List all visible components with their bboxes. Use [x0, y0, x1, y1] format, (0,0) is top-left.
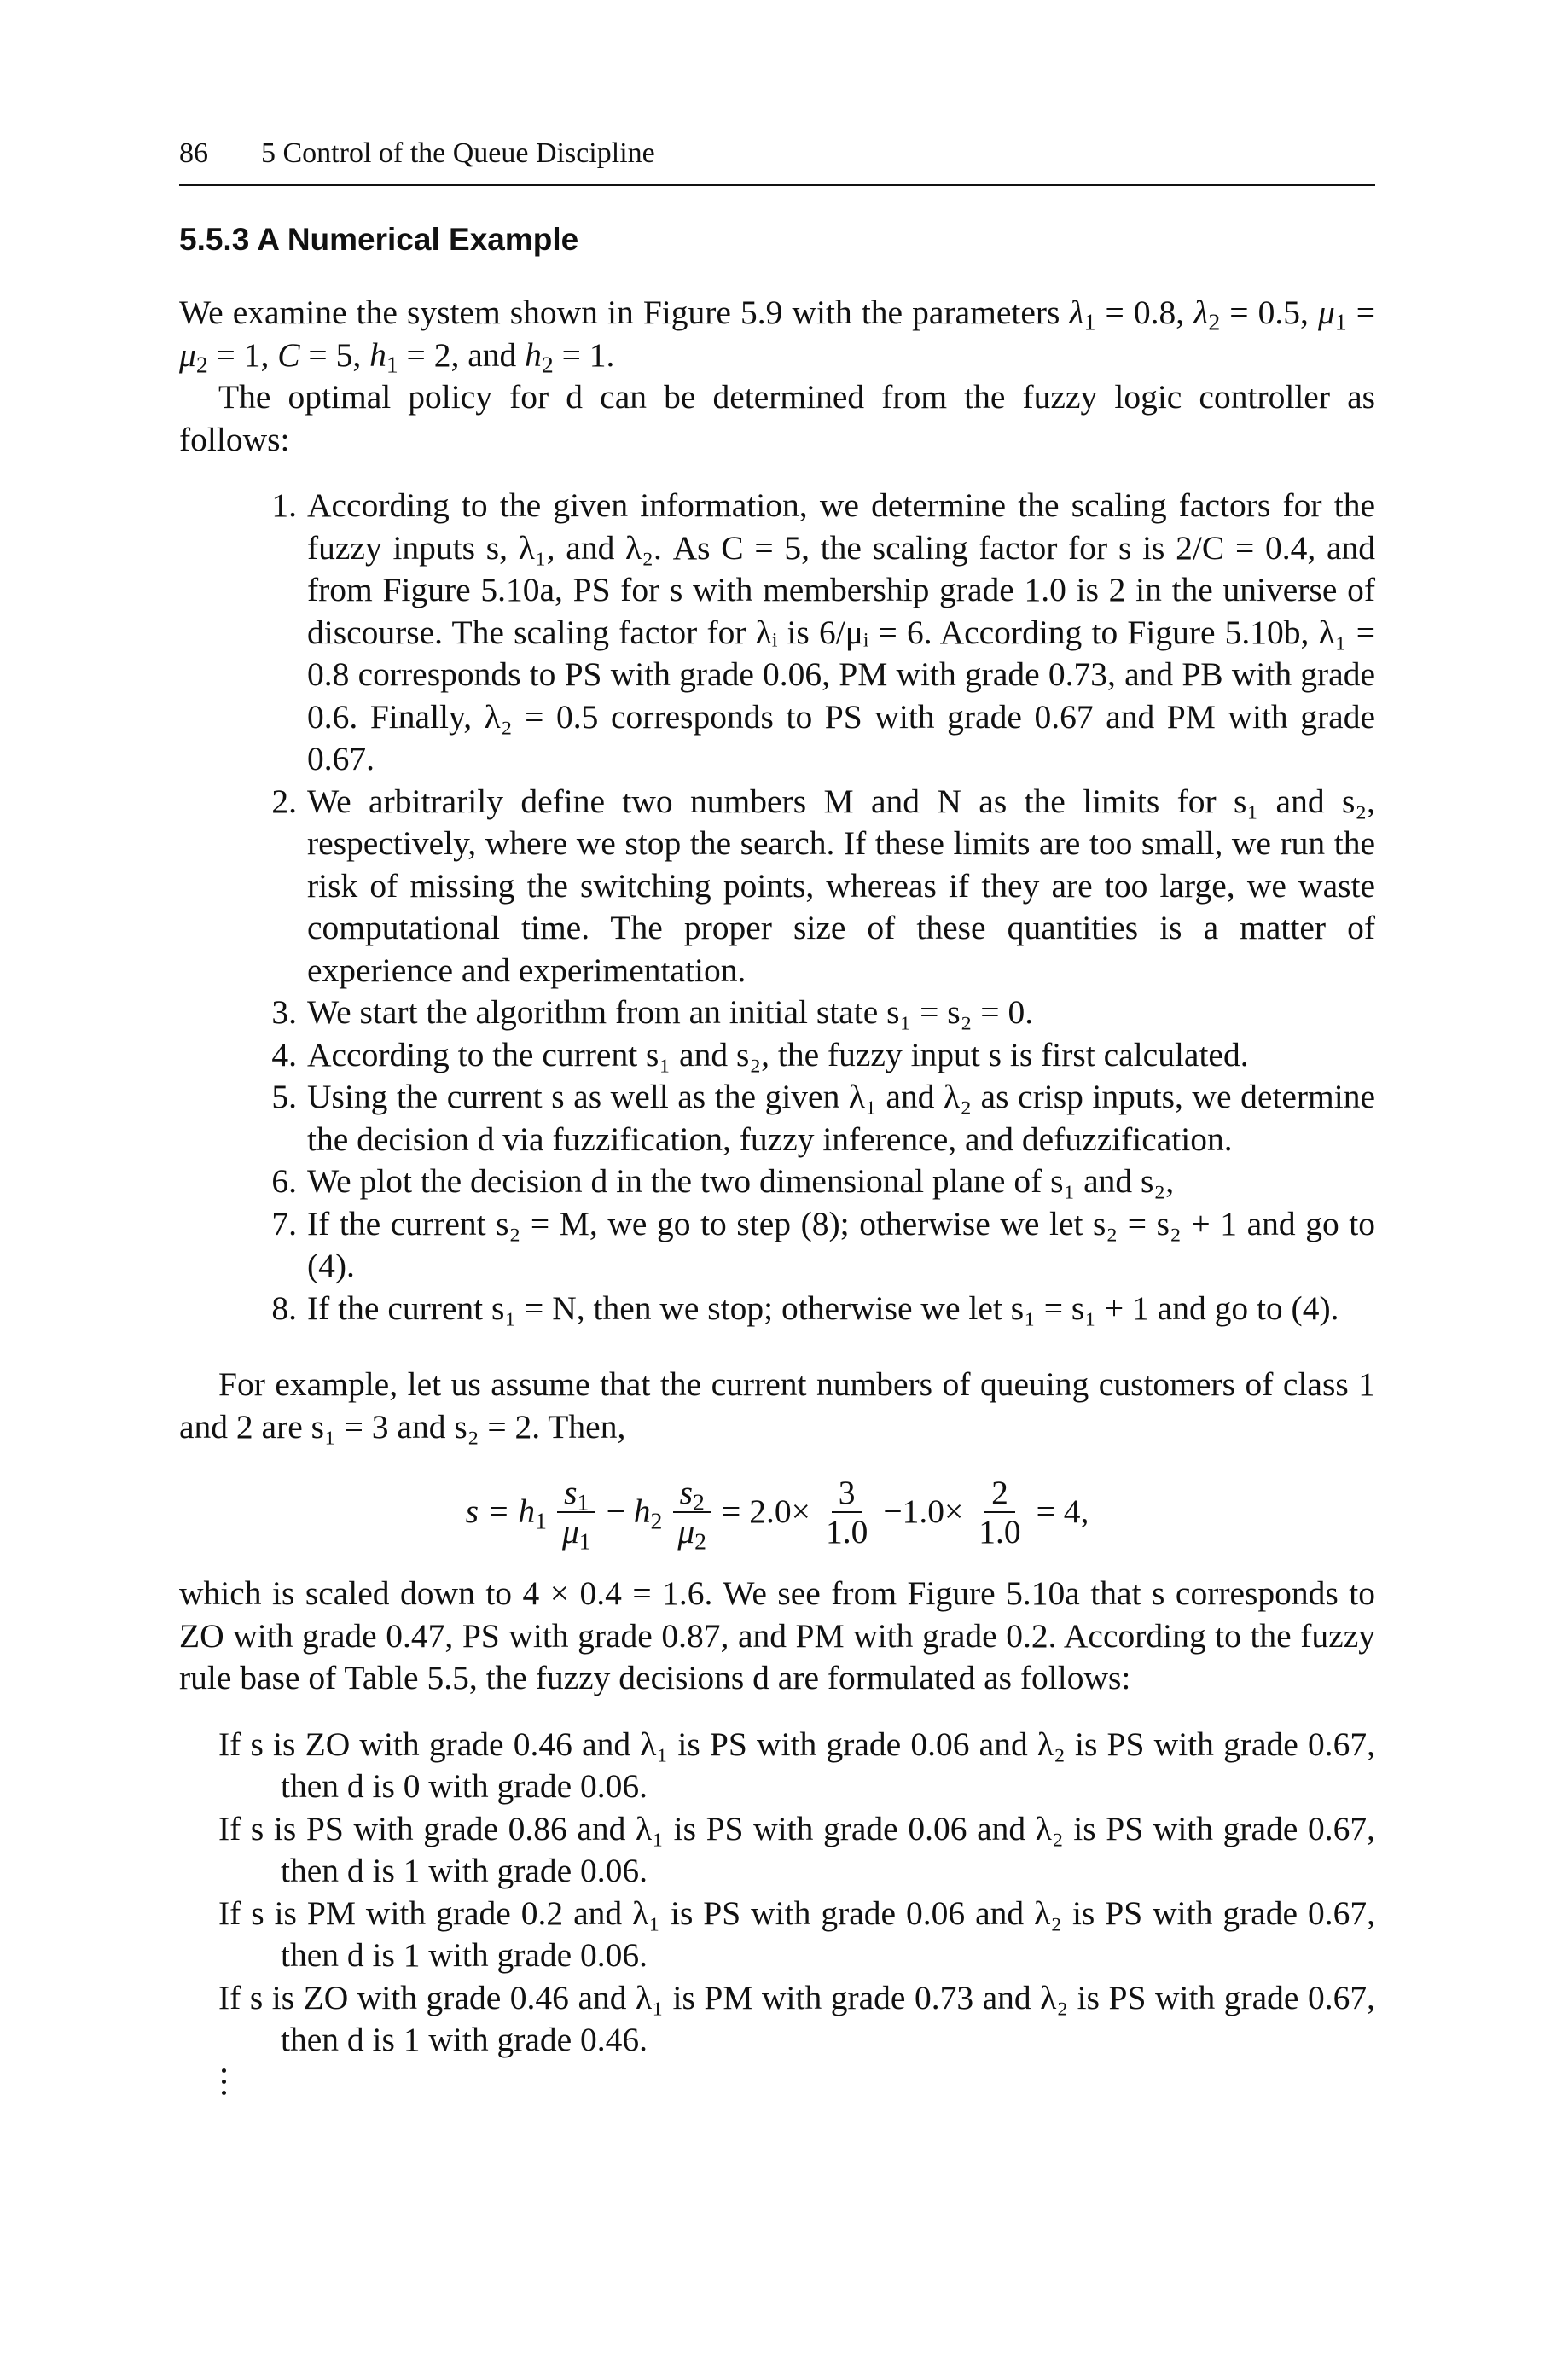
policy-paragraph: The optimal policy for d can be determined from the fuzzy logic controller as follows:: [179, 378, 1375, 458]
equation-result: = 4,: [1036, 1492, 1089, 1531]
list-item: [271, 1161, 1375, 1203]
list-item: [271, 1076, 1375, 1161]
step-number: 3.: [271, 993, 297, 1031]
step-text: If the current s₂ = M, we go to step (8); otherwise we let s₂ = s₂ + 1 and go to (4).: [307, 1204, 1375, 1284]
step-text: Using the current s as well as the given λ₁ and λ₂ as crisp inputs, we determine the decision d via fuzzification, fuzzy inference, and defuzzification.: [307, 1078, 1375, 1158]
page-number: 86: [179, 137, 208, 169]
step-text: We plot the decision d in the two dimensional plane of s₁ and s₂,: [307, 1162, 1175, 1200]
chapter-title: 5 Control of the Queue Discipline: [261, 137, 655, 169]
equation-den1: 1.0: [825, 1513, 868, 1551]
step-text: According to the current s₁ and s₂, the fuzzy input s is first calculated.: [307, 1035, 1249, 1073]
algorithm-steps: [179, 485, 1375, 1329]
intro-text: We examine the system shown in Figure 5.9 with the parameters: [179, 294, 1060, 331]
step-number: 6.: [271, 1162, 297, 1200]
scaled-paragraph: which is scaled down to 4 × 0.4 = 1.6. We see from Figure 5.10a that s corresponds to ZO with grade 0.47, PS with grade 0.87, and PM with grade 0.2. According to the fuzzy rule base of Table 5.5, the fuzzy decisions d are formulated as follows:: [179, 1574, 1375, 1696]
step-text: If the current s₁ = N, then we stop; otherwise we let s₁ = s₁ + 1 and go to (4).: [307, 1289, 1339, 1327]
lambda1-value: 0.8: [1133, 294, 1176, 331]
step-number: 4.: [271, 1035, 297, 1073]
step-text: We arbitrarily define two numbers M and N as the limits for s₁ and s₂, respectively, where we stop the search. If these limits are too small, we run the risk of missing the switching points, whereas if they are too large, we waste computational time. The proper size of these quantities is a matter of experience and experimentation.: [307, 782, 1375, 989]
step-text: We start the algorithm from an initial state s₁ = s₂ = 0.: [307, 993, 1034, 1031]
capacity-value: 5: [335, 335, 353, 374]
example-paragraph: For example, let us assume that the current numbers of queuing customers of class 1 and 2 are s₁ = 3 and s₂ = 2. Then,: [179, 1365, 1375, 1446]
running-head: [179, 135, 1375, 186]
equation-coef1: 2.0×: [749, 1492, 810, 1531]
list-item: [271, 992, 1375, 1034]
step-text: According to the given information, we determine the scaling factors for the fuzzy inputs s, λ₁, and λ₂. As C = 5, the scaling factor for s is 2/C = 0.4, and from Figure 5.10a, PS for s with membership grade 1.0 is 2 in the universe of discourse. The scaling factor for λᵢ is 6/μᵢ = 6. According to Figure 5.10b, λ₁ = 0.8 corresponds to PS with grade 0.06, PM with grade 0.73, and PB with grade 0.6. Finally, λ₂ = 0.5 corresponds to PS with grade 0.67 and PM with grade 0.67.: [307, 486, 1375, 777]
list-item: [271, 1288, 1375, 1330]
rule-item: If s is PM with grade 0.2 and λ₁ is PS with grade 0.06 and λ₂ is PS with grade 0.67, then d is 1 with grade 0.06.: [218, 1894, 1375, 1974]
h2-value: 1: [589, 335, 607, 374]
rule-item: If s is ZO with grade 0.46 and λ₁ is PM with grade 0.73 and λ₂ is PS with grade 0.67, then d is 1 with grade 0.46.: [218, 1978, 1375, 2058]
step-number: 7.: [271, 1204, 297, 1242]
list-item: [271, 1034, 1375, 1077]
equation-den2: 1.0: [979, 1513, 1021, 1551]
mu-value: 1: [243, 335, 261, 374]
intro-paragraph: We examine the system shown in Figure 5.9 with the parameters $\lambda_1 = 0.8$, $\lambda_2 = 0.5$, $\mu_1 = \mu_2 = 1$, C = 5, $h_1 = 2$, and $h_2 = 1$.: [179, 294, 1376, 378]
equation: $s = h_1$ $\frac{s_1}{\mu_1}$ − $h_2$ $\frac{s_2}{\mu_2}$ = 2.0× $\frac{3}{1.0}$ −1.0× $\frac{2}{1.0}$ = 4,: [465, 1474, 1089, 1555]
step-number: 1.: [271, 486, 297, 524]
rule-item: If s is ZO with grade 0.46 and λ₁ is PS with grade 0.06 and λ₂ is PS with grade 0.67, then d is 0 with grade 0.06.: [218, 1725, 1375, 1805]
h1-value: 2: [433, 335, 451, 374]
section-title: 5.5.3 A Numerical Example: [179, 222, 579, 257]
vertical-ellipsis: [222, 2068, 230, 2095]
list-item: [271, 781, 1375, 992]
equation-num2: 2: [984, 1474, 1015, 1513]
step-number: 5.: [271, 1078, 297, 1115]
step-number: 2.: [271, 782, 297, 820]
rule-item: If s is PS with grade 0.86 and λ₁ is PS with grade 0.06 and λ₂ is PS with grade 0.67, then d is 1 with grade 0.06.: [218, 1809, 1375, 1889]
list-item: [271, 485, 1375, 781]
equation-coef2: −1.0×: [883, 1492, 964, 1531]
list-item: [271, 1203, 1375, 1288]
lambda2-value: 0.5: [1257, 294, 1301, 331]
book-page: [179, 135, 1375, 2095]
fuzzy-rules: [179, 1724, 1375, 2062]
step-number: 8.: [271, 1289, 297, 1327]
equation-num1: 3: [832, 1474, 862, 1513]
equation-lhs: s = h: [465, 1492, 536, 1531]
